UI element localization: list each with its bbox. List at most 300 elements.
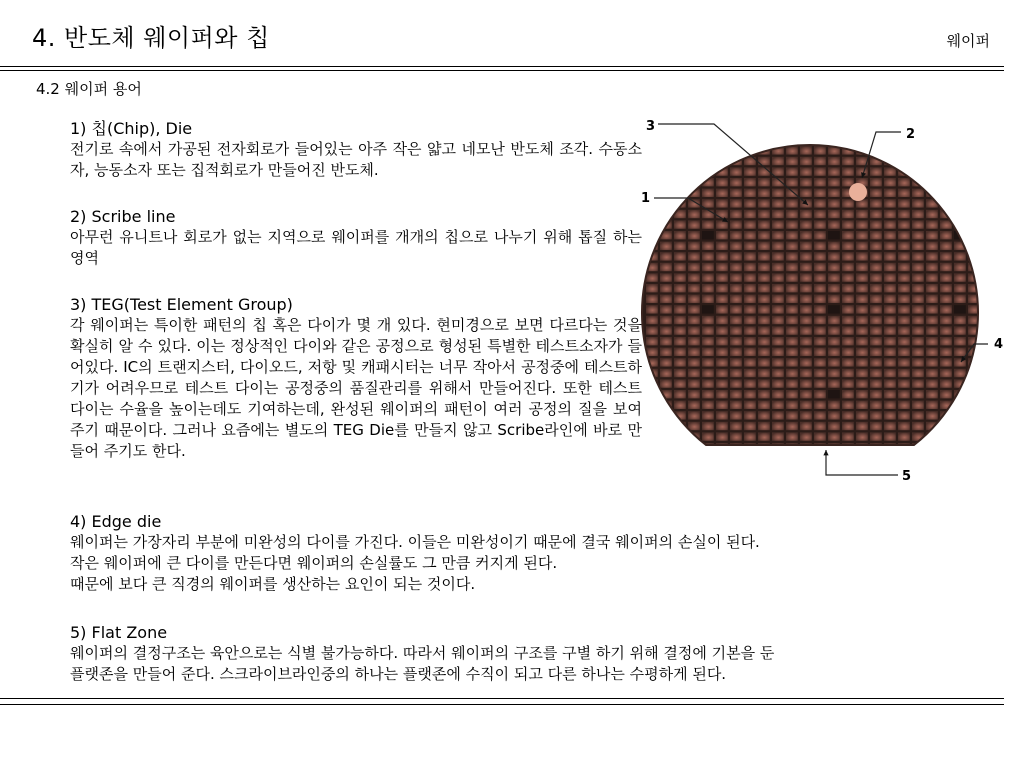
die	[828, 263, 840, 271]
die	[688, 284, 700, 292]
die	[982, 136, 994, 144]
die	[744, 199, 756, 207]
die	[702, 167, 714, 175]
die	[758, 125, 770, 133]
die	[646, 157, 658, 165]
die	[660, 305, 672, 313]
die	[730, 167, 742, 175]
die	[968, 401, 980, 409]
die	[786, 337, 798, 345]
die	[968, 231, 980, 239]
die	[702, 432, 714, 440]
die	[996, 189, 1008, 197]
die	[688, 157, 700, 165]
die	[828, 136, 840, 144]
die	[772, 167, 784, 175]
callout-label: 2	[906, 127, 916, 142]
section-line: 웨이퍼는 가장자리 부분에 미완성의 다이를 가진다. 이들은 미완성이기 때문에 결국 웨이퍼의 손실이 된다.	[70, 533, 760, 551]
die	[688, 358, 700, 366]
die	[912, 326, 924, 334]
die	[982, 443, 994, 451]
die	[982, 263, 994, 271]
die	[688, 369, 700, 377]
die	[996, 422, 1008, 430]
die	[758, 390, 770, 398]
die	[716, 157, 728, 165]
die	[940, 263, 952, 271]
die	[926, 157, 938, 165]
die	[688, 379, 700, 387]
die	[716, 263, 728, 271]
die	[912, 358, 924, 366]
die	[674, 390, 686, 398]
die	[674, 231, 686, 239]
die	[842, 411, 854, 419]
die	[940, 432, 952, 440]
die	[674, 284, 686, 292]
die	[870, 337, 882, 345]
die	[912, 157, 924, 165]
die	[730, 242, 742, 250]
die	[898, 326, 910, 334]
die	[870, 401, 882, 409]
die	[758, 210, 770, 218]
die	[926, 295, 938, 303]
die	[730, 199, 742, 207]
die	[912, 263, 924, 271]
teg-die	[702, 231, 714, 239]
die	[842, 273, 854, 281]
die	[884, 252, 896, 260]
die	[898, 273, 910, 281]
die	[702, 273, 714, 281]
die	[870, 284, 882, 292]
die	[842, 390, 854, 398]
die	[730, 305, 742, 313]
die	[996, 432, 1008, 440]
die	[786, 411, 798, 419]
die	[758, 220, 770, 228]
die	[646, 273, 658, 281]
die	[744, 284, 756, 292]
die	[954, 422, 966, 430]
die	[828, 348, 840, 356]
die	[856, 220, 868, 228]
die	[884, 178, 896, 186]
die	[982, 295, 994, 303]
teg-die	[702, 305, 714, 313]
die	[842, 337, 854, 345]
die	[996, 295, 1008, 303]
die	[996, 454, 1008, 462]
die	[842, 220, 854, 228]
die	[926, 167, 938, 175]
die	[982, 125, 994, 133]
die	[744, 316, 756, 324]
die	[702, 284, 714, 292]
die	[646, 284, 658, 292]
die	[870, 369, 882, 377]
die	[982, 231, 994, 239]
die	[730, 295, 742, 303]
die	[688, 252, 700, 260]
die	[730, 316, 742, 324]
die	[828, 220, 840, 228]
die	[996, 284, 1008, 292]
die	[688, 242, 700, 250]
die	[660, 369, 672, 377]
die	[940, 454, 952, 462]
die	[926, 136, 938, 144]
die	[982, 210, 994, 218]
die	[758, 358, 770, 366]
die	[800, 432, 812, 440]
die	[856, 411, 868, 419]
die	[758, 136, 770, 144]
die	[870, 199, 882, 207]
die	[898, 220, 910, 228]
die	[772, 210, 784, 218]
die	[996, 136, 1008, 144]
die	[828, 252, 840, 260]
die	[744, 189, 756, 197]
die	[870, 189, 882, 197]
die	[702, 326, 714, 334]
die	[674, 157, 686, 165]
die	[772, 358, 784, 366]
die	[674, 326, 686, 334]
die	[716, 379, 728, 387]
die	[646, 231, 658, 239]
die	[814, 178, 826, 186]
die	[646, 295, 658, 303]
die	[772, 401, 784, 409]
die	[688, 316, 700, 324]
die	[772, 316, 784, 324]
die	[912, 242, 924, 250]
die	[912, 146, 924, 154]
die	[842, 358, 854, 366]
die	[898, 210, 910, 218]
die	[744, 167, 756, 175]
die	[940, 295, 952, 303]
die	[744, 305, 756, 313]
die	[814, 199, 826, 207]
header-rule-top	[0, 66, 1004, 67]
die	[688, 337, 700, 345]
die	[940, 358, 952, 366]
die	[884, 242, 896, 250]
die	[772, 422, 784, 430]
die	[688, 273, 700, 281]
page-title: 4. 반도체 웨이퍼와 칩	[32, 24, 270, 52]
die	[786, 136, 798, 144]
die	[870, 432, 882, 440]
die	[842, 178, 854, 186]
die	[884, 263, 896, 271]
die	[912, 379, 924, 387]
die	[702, 125, 714, 133]
die	[674, 273, 686, 281]
die	[856, 454, 868, 462]
die	[828, 189, 840, 197]
die	[842, 422, 854, 430]
die	[856, 210, 868, 218]
die	[744, 210, 756, 218]
die	[758, 263, 770, 271]
die	[926, 284, 938, 292]
die	[758, 337, 770, 345]
die	[660, 199, 672, 207]
die	[926, 252, 938, 260]
die	[702, 242, 714, 250]
die	[800, 337, 812, 345]
die	[996, 316, 1008, 324]
die	[772, 136, 784, 144]
die	[744, 358, 756, 366]
die	[716, 125, 728, 133]
die	[926, 263, 938, 271]
die	[926, 348, 938, 356]
die	[772, 326, 784, 334]
die	[856, 284, 868, 292]
die	[786, 178, 798, 186]
die	[982, 369, 994, 377]
die	[842, 295, 854, 303]
die	[996, 379, 1008, 387]
die	[912, 210, 924, 218]
die	[772, 189, 784, 197]
die	[968, 432, 980, 440]
die	[716, 422, 728, 430]
die	[730, 146, 742, 154]
die	[702, 263, 714, 271]
die	[982, 178, 994, 186]
die	[842, 231, 854, 239]
die	[702, 295, 714, 303]
die	[842, 263, 854, 271]
die	[786, 316, 798, 324]
die	[646, 220, 658, 228]
die	[940, 316, 952, 324]
die	[996, 326, 1008, 334]
die	[730, 432, 742, 440]
die	[884, 231, 896, 239]
die	[716, 178, 728, 186]
die	[842, 316, 854, 324]
die	[688, 411, 700, 419]
die	[898, 337, 910, 345]
die	[954, 337, 966, 345]
die	[660, 252, 672, 260]
die	[758, 369, 770, 377]
die	[856, 125, 868, 133]
die	[744, 348, 756, 356]
die	[898, 432, 910, 440]
die	[786, 157, 798, 165]
die	[674, 146, 686, 154]
callout-arrowhead	[823, 450, 828, 455]
die	[772, 432, 784, 440]
die	[688, 178, 700, 186]
die	[912, 454, 924, 462]
die	[912, 252, 924, 260]
die	[702, 401, 714, 409]
die	[688, 443, 700, 451]
die	[954, 252, 966, 260]
die	[982, 189, 994, 197]
die	[940, 199, 952, 207]
die	[786, 273, 798, 281]
die	[828, 337, 840, 345]
die	[660, 146, 672, 154]
die	[744, 390, 756, 398]
die	[982, 454, 994, 462]
die	[674, 401, 686, 409]
die	[758, 305, 770, 313]
die	[660, 432, 672, 440]
die	[898, 199, 910, 207]
die	[940, 337, 952, 345]
die	[856, 252, 868, 260]
die	[982, 157, 994, 165]
die	[842, 125, 854, 133]
die	[940, 379, 952, 387]
die	[772, 199, 784, 207]
die	[688, 263, 700, 271]
die	[856, 263, 868, 271]
die	[968, 369, 980, 377]
die	[828, 178, 840, 186]
die	[940, 252, 952, 260]
die	[744, 454, 756, 462]
die	[856, 390, 868, 398]
die	[884, 305, 896, 313]
die	[926, 305, 938, 313]
die	[996, 263, 1008, 271]
die	[856, 231, 868, 239]
die	[842, 348, 854, 356]
die	[884, 326, 896, 334]
die	[898, 284, 910, 292]
die	[758, 432, 770, 440]
die	[800, 305, 812, 313]
die	[688, 146, 700, 154]
section-heading: 5) Flat Zone	[70, 623, 168, 642]
die	[716, 316, 728, 324]
die	[646, 146, 658, 154]
die	[786, 454, 798, 462]
die	[786, 167, 798, 175]
die	[744, 252, 756, 260]
die	[996, 178, 1008, 186]
die	[744, 369, 756, 377]
die	[786, 125, 798, 133]
die	[660, 358, 672, 366]
die	[800, 411, 812, 419]
die	[716, 252, 728, 260]
die	[744, 220, 756, 228]
section-heading: 2) Scribe line	[70, 207, 176, 226]
section-teg	[70, 294, 642, 462]
die	[814, 231, 826, 239]
die	[730, 369, 742, 377]
die	[982, 432, 994, 440]
die	[702, 358, 714, 366]
die	[828, 411, 840, 419]
die	[758, 295, 770, 303]
die	[954, 263, 966, 271]
die	[730, 401, 742, 409]
die	[800, 295, 812, 303]
die	[800, 167, 812, 175]
die	[814, 146, 826, 154]
die	[828, 401, 840, 409]
die	[912, 220, 924, 228]
die	[716, 401, 728, 409]
die	[730, 337, 742, 345]
die	[884, 432, 896, 440]
die	[646, 167, 658, 175]
die	[940, 273, 952, 281]
die	[856, 326, 868, 334]
die	[674, 136, 686, 144]
die	[856, 337, 868, 345]
die	[702, 348, 714, 356]
die	[856, 432, 868, 440]
die	[912, 337, 924, 345]
die	[884, 295, 896, 303]
die	[870, 358, 882, 366]
die	[870, 242, 882, 250]
die	[856, 348, 868, 356]
edge-die-marker	[849, 183, 867, 201]
die	[982, 242, 994, 250]
die	[646, 326, 658, 334]
die	[758, 326, 770, 334]
die	[800, 157, 812, 165]
die	[772, 263, 784, 271]
die	[674, 263, 686, 271]
die	[856, 379, 868, 387]
die	[730, 358, 742, 366]
die	[884, 411, 896, 419]
die	[730, 454, 742, 462]
die	[688, 231, 700, 239]
die	[730, 178, 742, 186]
die	[842, 167, 854, 175]
die	[842, 284, 854, 292]
die	[800, 422, 812, 430]
die	[870, 348, 882, 356]
die	[842, 252, 854, 260]
die	[828, 358, 840, 366]
die	[814, 305, 826, 313]
die	[954, 454, 966, 462]
die	[716, 369, 728, 377]
die	[674, 125, 686, 133]
die	[996, 443, 1008, 451]
die	[982, 411, 994, 419]
die	[688, 348, 700, 356]
die	[926, 401, 938, 409]
die	[996, 167, 1008, 175]
die	[800, 146, 812, 154]
die	[884, 273, 896, 281]
die	[716, 242, 728, 250]
die	[884, 422, 896, 430]
die	[730, 390, 742, 398]
